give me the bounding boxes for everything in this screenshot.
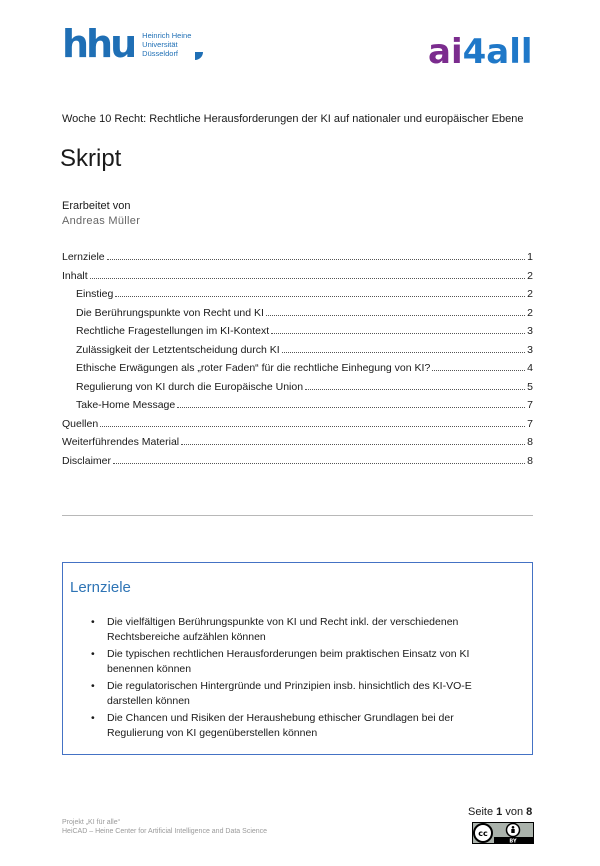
learning-goal-item <box>91 711 511 740</box>
learning-goals-list <box>91 615 511 743</box>
toc-leader-dots <box>90 278 525 279</box>
toc-leader-dots <box>282 352 525 353</box>
bullet-icon: • <box>91 648 95 660</box>
toc-entry[interactable] <box>62 436 533 455</box>
toc-entry-page: 1 <box>527 251 533 263</box>
toc-entry-title: Weiterführendes Material <box>62 436 180 448</box>
toc-entry-title: Regulierung von KI durch die Europäische Union <box>76 380 304 393</box>
ai4all-logo <box>428 30 538 70</box>
bullet-icon: • <box>91 616 95 628</box>
toc-entry-page: 7 <box>527 399 533 411</box>
page-title: Skript <box>60 145 122 172</box>
hhu-logo-mark: hhu <box>62 22 135 66</box>
bullet-icon: • <box>91 712 95 724</box>
toc-entry[interactable] <box>62 344 533 363</box>
learning-goal-item <box>91 679 511 708</box>
learning-goal-text: Die vielfältigen Berührungspunkte von KI und Recht inkl. der verschiedenen Rechtsbereiche aufzählen können <box>107 616 459 643</box>
learning-goals-box <box>62 562 533 755</box>
hhu-line-2: Universität <box>142 39 178 49</box>
learning-goal-text: Die Chancen und Risiken der Heraushebung ethischer Grundlagen bei der Regulierung von KI gegenüberstellen können <box>107 712 454 739</box>
hhu-logo-text <box>142 31 191 58</box>
learning-goals-heading: Lernziele <box>70 579 131 596</box>
toc-entry-title: Rechtliche Fragestellungen im KI-Kontext <box>76 325 270 337</box>
toc-entry-title: Lernziele <box>62 251 105 263</box>
toc-leader-dots <box>100 426 525 427</box>
toc-entry-page: 7 <box>527 417 533 430</box>
ai4all-logo-text: ai4all <box>428 32 533 70</box>
toc-entry[interactable] <box>62 399 533 418</box>
bullet-icon: • <box>91 680 95 692</box>
toc-entry-title: Disclaimer <box>62 454 112 467</box>
toc-entry[interactable] <box>62 270 533 289</box>
page-mid: von <box>505 806 524 818</box>
hhu-line-1: Heinrich Heine <box>142 30 192 40</box>
toc-entry-page: 2 <box>527 306 533 319</box>
footer-center: HeiCAD – Heine Center for Artificial Intelligence and Data Science <box>62 828 268 835</box>
hhu-logo <box>62 24 203 64</box>
toc-entry-page: 3 <box>527 343 533 356</box>
toc-leader-dots <box>115 296 525 297</box>
toc-leader-dots <box>181 444 525 445</box>
by-label: BY <box>509 838 517 844</box>
toc-leader-dots <box>177 407 525 408</box>
toc-entry-page: 3 <box>527 325 533 337</box>
page-total: 8 <box>526 806 533 818</box>
toc-entry-title: Einstieg <box>76 288 114 300</box>
table-of-contents <box>62 251 533 473</box>
toc-entry-page: 8 <box>527 436 533 448</box>
toc-entry[interactable] <box>62 381 533 400</box>
footer-credits <box>62 818 267 836</box>
toc-leader-dots <box>305 389 525 390</box>
learning-goal-text: Die regulatorischen Hintergründe und Prinzipien insb. hinsichtlich des KI-VO-E darstellen können <box>107 680 472 707</box>
toc-entry-page: 2 <box>527 269 533 282</box>
divider <box>62 515 533 516</box>
toc-leader-dots <box>107 259 526 260</box>
hhu-logo-dot <box>195 52 203 60</box>
author-name: Andreas Müller <box>62 215 141 227</box>
toc-entry-title: Ethische Erwägungen als „roter Faden“ für die rechtliche Einhegung von KI? <box>76 362 431 374</box>
week-subtitle: Woche 10 Recht: Rechtliche Herausforderungen der KI auf nationaler und europäischer Ebene <box>62 113 524 125</box>
toc-entry[interactable] <box>62 307 533 326</box>
toc-entry-title: Zulässigkeit der Letztentscheidung durch KI <box>76 343 280 356</box>
toc-entry[interactable] <box>62 418 533 437</box>
cc-label: cc <box>478 829 488 838</box>
toc-entry[interactable] <box>62 455 533 474</box>
learning-goal-item <box>91 615 511 644</box>
toc-leader-dots <box>113 463 525 464</box>
toc-entry-title: Inhalt <box>62 269 88 282</box>
toc-entry[interactable] <box>62 325 533 344</box>
toc-entry-page: 5 <box>527 380 533 393</box>
learning-goal-item <box>91 647 511 676</box>
toc-entry[interactable] <box>62 362 533 381</box>
toc-entry[interactable] <box>62 251 533 270</box>
toc-entry-page: 8 <box>527 454 533 467</box>
toc-entry[interactable] <box>62 288 533 307</box>
footer-project: Projekt „KI für alle“ <box>62 819 120 826</box>
toc-leader-dots <box>271 333 525 334</box>
toc-entry-title: Die Berührungspunkte von Recht und KI <box>76 306 264 319</box>
toc-leader-dots <box>266 315 525 316</box>
toc-entry-page: 4 <box>527 362 533 374</box>
page-current: 1 <box>496 806 503 818</box>
page-number <box>468 806 532 818</box>
toc-entry-title: Take-Home Message <box>76 399 176 411</box>
cc-by-license-badge <box>472 822 534 844</box>
toc-entry-page: 2 <box>527 288 533 300</box>
toc-leader-dots <box>432 370 525 371</box>
page-prefix: Seite <box>468 806 494 818</box>
hhu-line-3: Düsseldorf <box>142 48 179 58</box>
author-label: Erarbeitet von <box>62 200 131 212</box>
learning-goal-text: Die typischen rechtlichen Herausforderungen beim praktischen Einsatz von KI benennen können <box>107 648 470 675</box>
toc-entry-title: Quellen <box>62 417 99 430</box>
